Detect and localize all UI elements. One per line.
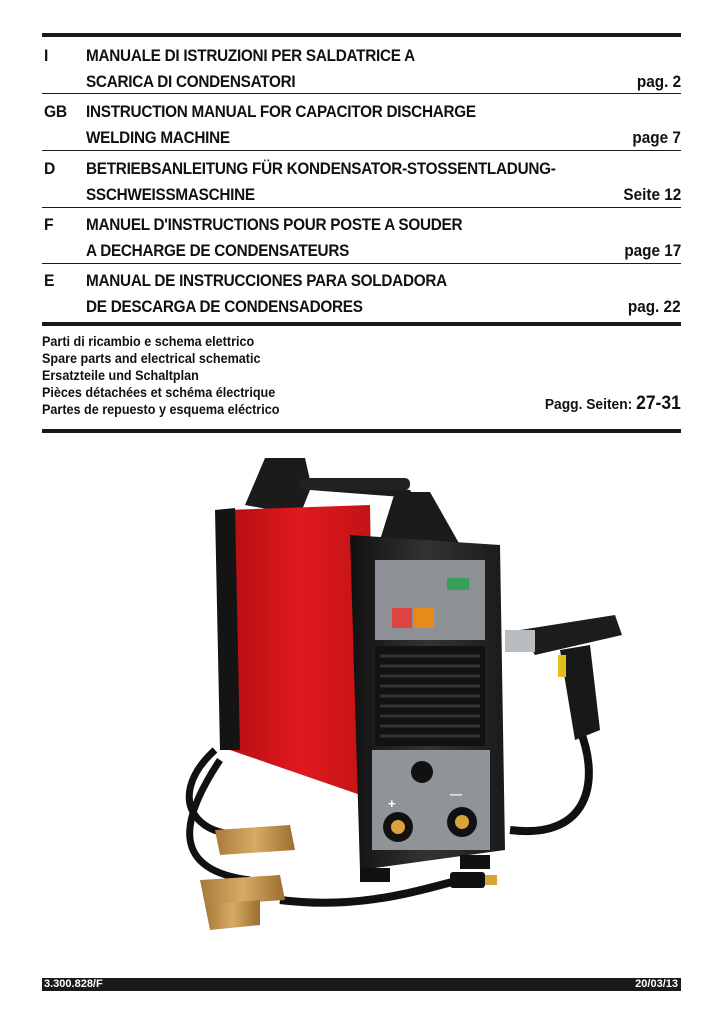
plus-label: + <box>388 796 396 811</box>
language-code: D <box>44 159 56 178</box>
language-code: I <box>44 46 49 65</box>
document-date: 20/03/13 <box>635 978 678 990</box>
section-title-line1: MANUEL D'INSTRUCTIONS POUR POSTE A SOUDER <box>86 215 463 234</box>
pages-value: 27-31 <box>636 393 681 414</box>
spare-parts-line: Parti di ricambio e schema elettrico <box>42 333 255 349</box>
divider <box>42 150 681 151</box>
spare-parts-line: Partes de repuesto y esquema eléctrico <box>42 401 280 417</box>
page-ref: page 7 <box>632 128 681 147</box>
section-title-line1: MANUALE DI ISTRUZIONI PER SALDATRICE A <box>86 46 415 65</box>
section-title-line2: SCARICA DI CONDENSATORI <box>86 72 296 91</box>
section-title-line1: BETRIEBSANLEITUNG FÜR KONDENSATOR-STOSSENTLADUNG- <box>86 159 556 178</box>
spare-parts-line: Pièces détachées et schéma électrique <box>42 384 276 400</box>
spare-parts-pages <box>545 393 681 415</box>
divider <box>42 207 681 208</box>
spare-parts-list <box>42 333 279 418</box>
spare-parts-line: Ersatzteile und Schaltplan <box>42 367 199 383</box>
section-title-line2: WELDING MACHINE <box>86 128 230 147</box>
section-fr <box>42 211 681 263</box>
page-ref: page 17 <box>624 241 681 260</box>
minus-label: — <box>450 787 462 801</box>
language-code: E <box>44 271 55 290</box>
page-ref: Seite 12 <box>623 185 681 204</box>
section-title-line2: SSCHWEISSMASCHINE <box>86 185 255 204</box>
divider <box>42 263 681 264</box>
pages-label: Pagg. Seiten: <box>545 396 633 413</box>
section-rule <box>42 322 681 326</box>
top-rule <box>42 33 681 37</box>
document-code: 3.300.828/F <box>44 978 103 990</box>
section-title-line1: INSTRUCTION MANUAL FOR CAPACITOR DISCHARGE <box>86 102 476 121</box>
section-it <box>42 42 681 94</box>
section-es <box>42 267 681 319</box>
spare-rule <box>42 429 681 433</box>
language-code: GB <box>44 102 67 121</box>
section-title-line2: DE DESCARGA DE CONDENSADORES <box>86 297 363 316</box>
language-code: F <box>44 215 54 234</box>
section-de <box>42 155 681 207</box>
footer-bar <box>42 978 681 991</box>
page-ref: pag. 2 <box>636 72 681 91</box>
section-gb <box>42 98 681 150</box>
section-title-line2: A DECHARGE DE CONDENSATEURS <box>86 241 350 260</box>
welding-machine-image <box>160 450 640 950</box>
section-title-line1: MANUAL DE INSTRUCCIONES PARA SOLDADORA <box>86 271 447 290</box>
page-ref: pag. 22 <box>628 297 681 316</box>
divider <box>42 93 681 94</box>
spare-parts-line: Spare parts and electrical schematic <box>42 350 261 366</box>
